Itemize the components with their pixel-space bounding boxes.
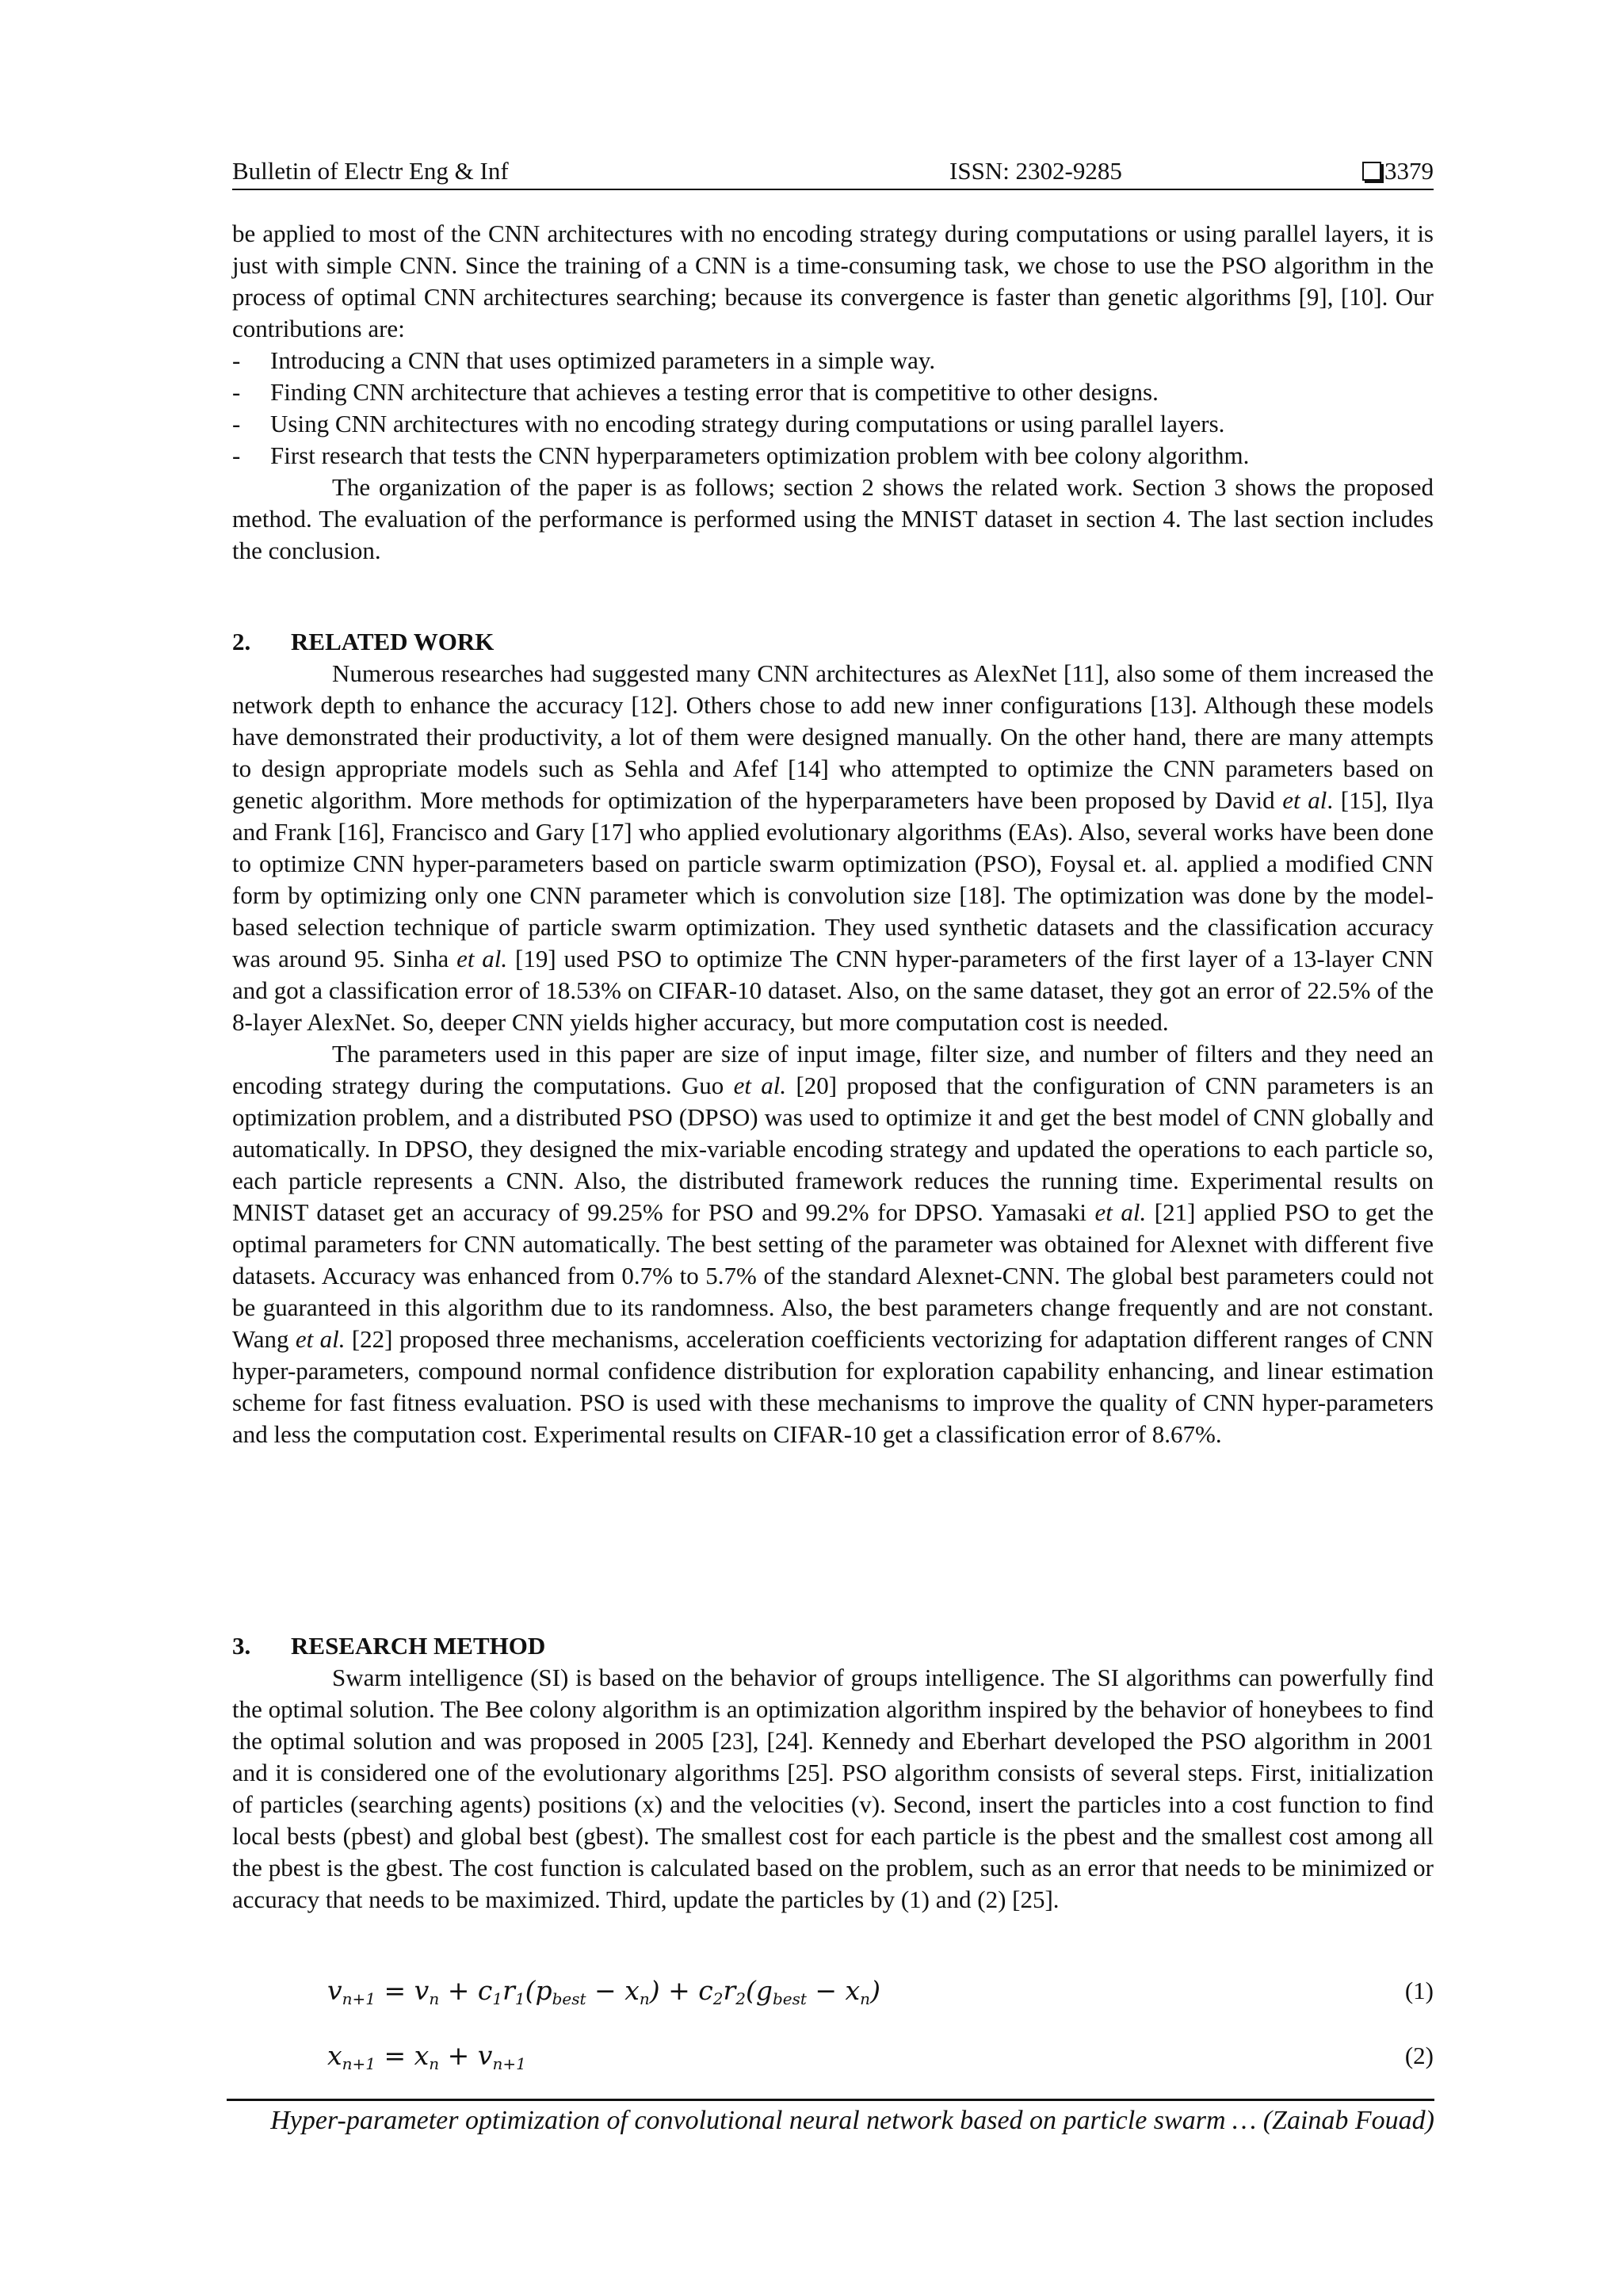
equation-1: [327, 1975, 1434, 2013]
related-work-paragraph-1: Numerous researches had suggested many CNN architectures as AlexNet [11], also some of them increased the network depth to enhance the accuracy [12]. Others chose to add new inner configurations [13]. Although these models have demonstrated their productivity, a lot of them were designed manually. On the other hand, there are many attempts to design appropriate models such as Sehla and Afef [14] who attempted to optimize the CNN parameters based on genetic algorithm. More methods for optimization of the hyperparameters have been proposed by David et al. [15], Ilya and Frank [16], Francisco and Gary [17] who applied evolutionary algorithms (EAs). Also, several works have been done to optimize CNN hyper-parameters based on particle swarm optimization (PSO), Foysal et. al. applied a modified CNN form by optimizing only one CNN parameter which is convolution size [18]. The optimization was done by the model-based selection technique of particle swarm optimization. They used synthetic datasets and the classification accuracy was around 95. Sinha et al. [19] used PSO to optimize The CNN hyper-parameters of the first layer of a 13-layer CNN and got a classification error of 18.53% on CIFAR-10 dataset. Also, on the same dataset, they got an error of 22.5% of the 8-layer AlexNet. So, deeper CNN yields higher accuracy, but more computation cost is needed.: [232, 659, 1434, 1036]
box-icon: [1362, 162, 1381, 181]
list-item: - Finding CNN architecture that achieves a testing error that is competitive to other designs.: [232, 378, 1159, 406]
organization-paragraph: The organization of the paper is as follows; section 2 shows the related work. Section 3 shows the proposed method. The evaluation of the performance is performed using the MNIST dataset in section 4. The last section includes the conclusion.: [232, 473, 1434, 564]
running-footer: Hyper-parameter optimization of convolutional neural network based on particle swarm … (Zainab Fouad): [270, 2106, 1434, 2135]
intro-paragraph: be applied to most of the CNN architectures with no encoding strategy during computations or using parallel layers, it is just with simple CNN. Since the training of a CNN is a time-consuming task, we chose to use the PSO algorithm in the process of optimal CNN architectures searching; because its convergence is faster than genetic algorithms [9], [10]. Our contributions are:: [232, 220, 1434, 342]
contributions-list: [232, 345, 1434, 472]
section-heading-related-work: 2. RELATED WORK: [232, 628, 495, 655]
equation-1-number: (1): [1404, 1977, 1434, 2004]
equation-2: [327, 2040, 1434, 2078]
list-item: - First research that tests the CNN hyperparameters optimization problem with bee colony algorithm.: [232, 441, 1250, 469]
page-number-value: 3379: [1384, 157, 1434, 185]
issn: ISSN: 2302-9285: [949, 157, 1122, 185]
equation-2-number: (2): [1404, 2042, 1434, 2069]
header-rule: [232, 189, 1434, 190]
list-item: - Introducing a CNN that uses optimized parameters in a simple way.: [232, 346, 936, 374]
equation-2-formula: $x_{n+1} = x_n + v_{n+1}$: [327, 2040, 526, 2073]
related-work-block: [232, 658, 1434, 1450]
intro-block: [232, 218, 1434, 567]
research-method-block: [232, 1662, 1434, 1916]
running-header: [232, 155, 1434, 189]
footer-rule: [227, 2099, 1434, 2101]
journal-name: Bulletin of Electr Eng & Inf: [232, 157, 509, 185]
related-work-paragraph-2: The parameters used in this paper are size of input image, filter size, and number of filters and they need an encoding strategy during the computations. Guo et al. [20] proposed that the configuration of CNN parameters is an optimization problem, and a distributed PSO (DPSO) was used to optimize it and get the best model of CNN globally and automatically. In DPSO, they designed the mix-variable encoding strategy and updated the operations to each particle so, each particle represents a CNN. Also, the distributed framework reduces the running time. Experimental results on MNIST dataset get an accuracy of 99.25% for PSO and 99.2% for DPSO. Yamasaki et al. [21] applied PSO to get the optimal parameters for CNN automatically. The best setting of the parameter was obtained for Alexnet with different five datasets. Accuracy was enhanced from 0.7% to 5.7% of the standard Alexnet-CNN. The global best parameters could not be guaranteed in this algorithm due to its randomness. Also, the best parameters change frequently and are not constant. Wang et al. [22] proposed three mechanisms, acceleration coefficients vectorizing for adaptation different ranges of CNN hyper-parameters, compound normal confidence distribution for exploration capability enhancing, and linear estimation scheme for fast fitness evaluation. PSO is used with these mechanisms to improve the quality of CNN hyper-parameters and less the computation cost. Experimental results on CIFAR-10 get a classification error of 8.67%.: [232, 1040, 1434, 1448]
list-item: - Using CNN architectures with no encoding strategy during computations or using parallel layers.: [232, 410, 1225, 437]
section-heading-research-method: 3. RESEARCH METHOD: [232, 1632, 546, 1660]
page-number: [1362, 155, 1434, 187]
research-method-paragraph: Swarm intelligence (SI) is based on the behavior of groups intelligence. The SI algorithms can powerfully find the optimal solution. The Bee colony algorithm is an optimization algorithm inspired by the behavior of honeybees to find the optimal solution and was proposed in 2005 [23], [24]. Kennedy and Eberhart developed the PSO algorithm in 2001 and it is considered one of the evolutionary algorithms [25]. PSO algorithm consists of several steps. First, initialization of particles (searching agents) positions (x) and the velocities (v). Second, insert the particles into a cost function to find local bests (pbest) and global best (gbest). The smallest cost for each particle is the pbest and the smallest cost among all the pbest is the gbest. The cost function is calculated based on the problem, such as an error that needs to be minimized or accuracy that needs to be maximized. Third, update the particles by (1) and (2) [25].: [232, 1664, 1434, 1913]
equation-1-formula: $v_{n+1} = v_n + c_1r_1(p_{best} - x_n) + c_2r_2(g_{best} - x_n)$: [327, 1975, 880, 2008]
